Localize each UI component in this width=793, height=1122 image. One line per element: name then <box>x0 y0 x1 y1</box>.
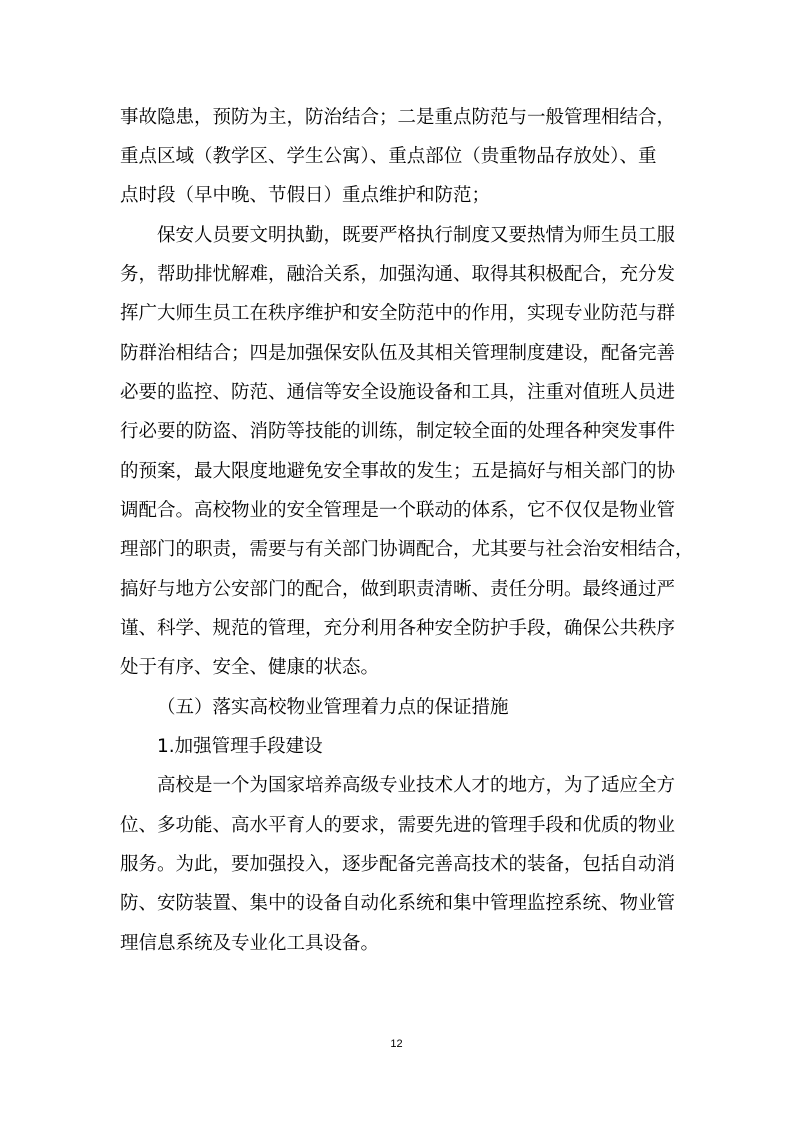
text-line: 位、多功能、高水平育人的要求，需要先进的管理手段和优质的物业 <box>120 815 676 836</box>
text-line: 务，帮助排忧解难，融洽关系，加强沟通、取得其积极配合，充分发 <box>120 264 676 285</box>
text-line: 行必要的防盗、消防等技能的训练，制定较全面的处理各种突发事件 <box>120 421 676 442</box>
subsection-heading: 1.加强管理手段建设 <box>157 736 323 757</box>
page-number: 12 <box>390 1038 403 1050</box>
section-heading: （五）落实高校物业管理着力点的保证措施 <box>157 697 509 718</box>
text-line: 理部门的职责，需要与有关部门协调配合，尤其要与社会治安相结合， <box>120 539 694 560</box>
text-line: 搞好与地方公安部门的配合，做到职责清晰、责任分明。最终通过严 <box>120 579 676 600</box>
text-line: 的预案，最大限度地避免安全事故的发生；五是搞好与相关部门的协 <box>120 461 676 482</box>
text-line: 保安人员要文明执勤，既要严格执行制度又要热情为师生员工服 <box>157 225 676 246</box>
text-line: 必要的监控、防范、通信等安全设施设备和工具，注重对值班人员进 <box>120 382 676 403</box>
text-line: 处于有序、安全、健康的状态。 <box>120 657 380 678</box>
text-line: 重点区域（教学区、学生公寓）、重点部位（贵重物品存放处）、重 <box>120 146 657 167</box>
text-line: 谨、科学、规范的管理，充分利用各种安全防护手段，确保公共秩序 <box>120 618 676 639</box>
text-line: 服务。为此，要加强投入，逐步配备完善高技术的装备，包括自动消 <box>120 854 676 875</box>
text-line: 高校是一个为国家培养高级专业技术人才的地方，为了适应全方 <box>157 775 676 796</box>
text-line: 挥广大师生员工在秩序维护和安全防范中的作用，实现专业防范与群 <box>120 303 676 324</box>
text-line: 调配合。高校物业的安全管理是一个联动的体系，它不仅仅是物业管 <box>120 500 676 521</box>
text-line: 防、安防装置、集中的设备自动化系统和集中管理监控系统、物业管 <box>120 893 676 914</box>
text-line: 理信息系统及专业化工具设备。 <box>120 933 380 954</box>
text-line: 防群治相结合；四是加强保安队伍及其相关管理制度建设，配备完善 <box>120 343 676 364</box>
text-line: 事故隐患，预防为主，防治结合；二是重点防范与一般管理相结合， <box>120 107 676 128</box>
text-line: 点时段（早中晚、节假日）重点维护和防范； <box>120 185 491 206</box>
